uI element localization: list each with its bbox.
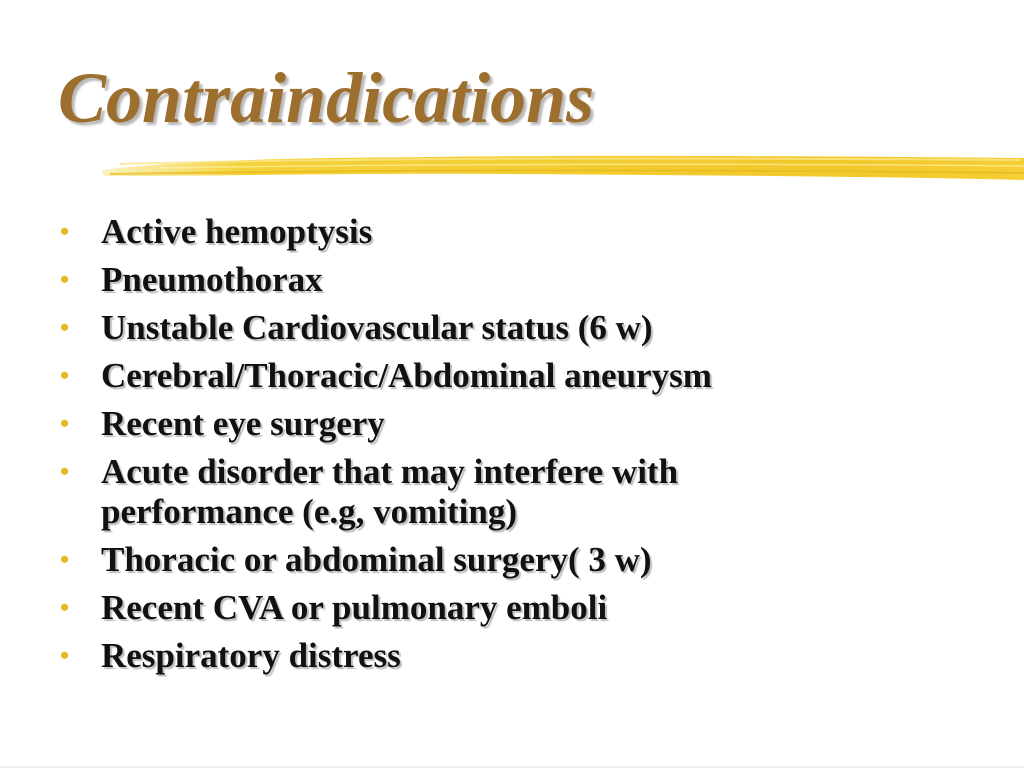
bullet-marker: •: [60, 457, 70, 486]
list-item: [60, 452, 1000, 532]
slide-title: Contraindications: [58, 58, 595, 138]
list-item: [60, 308, 1000, 348]
bullet-text: Active hemoptysis: [101, 212, 373, 251]
list-item: [60, 588, 1000, 628]
bullet-text: Thoracic or abdominal surgery( 3 w): [101, 540, 652, 579]
bullet-text: Respiratory distress: [101, 636, 401, 675]
list-item: [60, 404, 1000, 444]
bullet-text: Acute disorder that may interfere with performance (e.g, vomiting): [101, 452, 679, 531]
bullet-text: Pneumothorax: [101, 260, 323, 299]
bullet-marker: •: [60, 593, 70, 622]
bullet-text: Recent eye surgery: [101, 404, 385, 443]
bullet-text: Recent CVA or pulmonary emboli: [101, 588, 608, 627]
list-item: [60, 212, 1000, 252]
bullet-marker: •: [60, 545, 70, 574]
bullet-list: [60, 212, 1000, 684]
list-item: [60, 260, 1000, 300]
bullet-text: Cerebral/Thoracic/Abdominal aneurysm: [101, 356, 712, 395]
list-item: [60, 636, 1000, 676]
bullet-marker: •: [60, 217, 70, 246]
bullet-marker: •: [60, 313, 70, 342]
list-item: [60, 356, 1000, 396]
bullet-marker: •: [60, 361, 70, 390]
bullet-marker: •: [60, 409, 70, 438]
bullet-marker: •: [60, 641, 70, 670]
bullet-marker: •: [60, 265, 70, 294]
bullet-text: Unstable Cardiovascular status (6 w): [101, 308, 653, 347]
title-brush-underline: [100, 148, 1024, 188]
list-item: [60, 540, 1000, 580]
